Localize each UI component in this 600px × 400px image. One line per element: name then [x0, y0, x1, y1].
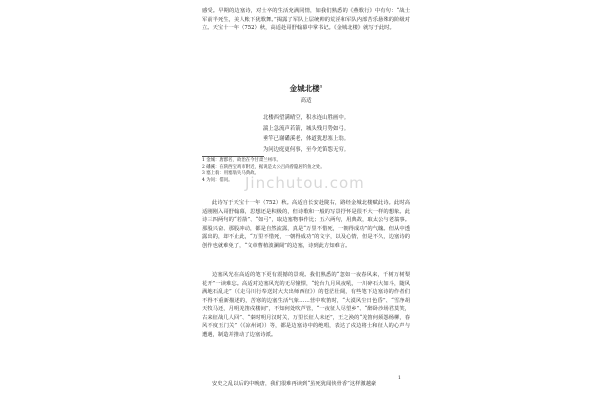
closing-paragraph: 安史之乱以后的中晚唐，我们很难再读到“虽死犹闻侠骨香”这样激越豪 [212, 381, 377, 387]
footnote-divider [202, 156, 264, 157]
poem-title [202, 83, 410, 94]
footnote: 1 金城：唐郡名，故治在今甘肃兰州市。 [202, 158, 281, 163]
poem-line: 湍上急流声若箭，城头残月势如弓。 [262, 125, 350, 132]
footnote: 3 塞上翁：用塞翁失马典故。 [202, 171, 259, 177]
poem-title-footnote-mark: 1 [319, 83, 323, 89]
page-number: 1 [398, 376, 401, 381]
poem-line: 垂竿已谢磻溪老，体道犹思塞上翁。 [262, 136, 350, 142]
poem-body [202, 113, 410, 155]
poem-line: 为问边庭更何事，至今羌笛怨无穷。 [262, 146, 350, 153]
footnote: 2 磻溪：在陕西宝鸡市附近，据说是太公吕尚曾隐居钓鱼之处。 [202, 164, 325, 170]
landscape-paragraph: 边塞风光在高适的笔下更有震撼的景观。我们熟悉的“忽如一夜春风来，千树万树梨花开”一读难忘。高适对边塞风光的无尽憧憬，“轮台九月风夜吼，一川碎石大如斗，随风满地石乱走”（《走马川行奉送封大夫出师西征》）的苍茫壮阔，有些笔下边塞诗的作者们不得不重新描述的，苦寒的边塞生活气象……营中吹笛时，“大漠风尘日色昏”、“雪净胡天牧马还，月明羌笛戍楼间”，不知何处吹芦管，“一夜征人尽望乡”、“醉卧沙场君莫笑，古来征战几人回”、“秦时明月汉时关，万里长征人未还”，王之涣的“羌笛何须怨杨柳，春风不度玉门关”（《凉州词》）等，都是边塞诗中的绝唱，表达了戍边将士和征人的心声与遭遇，制造并推动了边塞诗派。 [202, 272, 410, 338]
poem-title-text: 金城北楼 [289, 84, 320, 93]
poem-author: 高适 [300, 98, 312, 104]
watermark: Jinchutou.com [245, 174, 365, 192]
intro-paragraph: 感受。早期的边塞诗，对士卒的生活充满同情，如我们熟悉的《燕歌行》中有句：“战士军前半死生，美人帐下犹歌舞。”揭露了军队上层统帅的荒淫和军队内部苦乐悬殊的阶级对立。天宝十一年（752）秋，高适赴哥舒翰幕中掌书记。《金城北楼》就写于此时。 [202, 8, 410, 31]
footnote: 4 为问：借问。 [202, 178, 233, 184]
analysis-paragraph: 此诗写于天宝十一年（752）秋。高适自长安赴陇右，路经金城北楼赋此诗。此时高适刚刚入哥舒翰幕，思想还是积极的，但诗歌和一般的写景抒怀是很不大一样的想象。此诗三四两句的“若箭”、“如弓”，取边塞物事作比；五六两句，用典故，取太公与老翁事。那股兴奋、那股冲动，都是自然流露，真是“万里不惜死，一朝得成功”的气魄。但从中透露出的，却不止此，“万里不惜死，一朝得成功”的文字，以及心情，但是不久，边塞诗的创作也就难免了，“文章曹植波澜阔”的边塞，诗到此方知难言。 [202, 200, 410, 249]
poem-line: 北楼西望满晴空，积水连山胜画中。 [262, 115, 350, 121]
